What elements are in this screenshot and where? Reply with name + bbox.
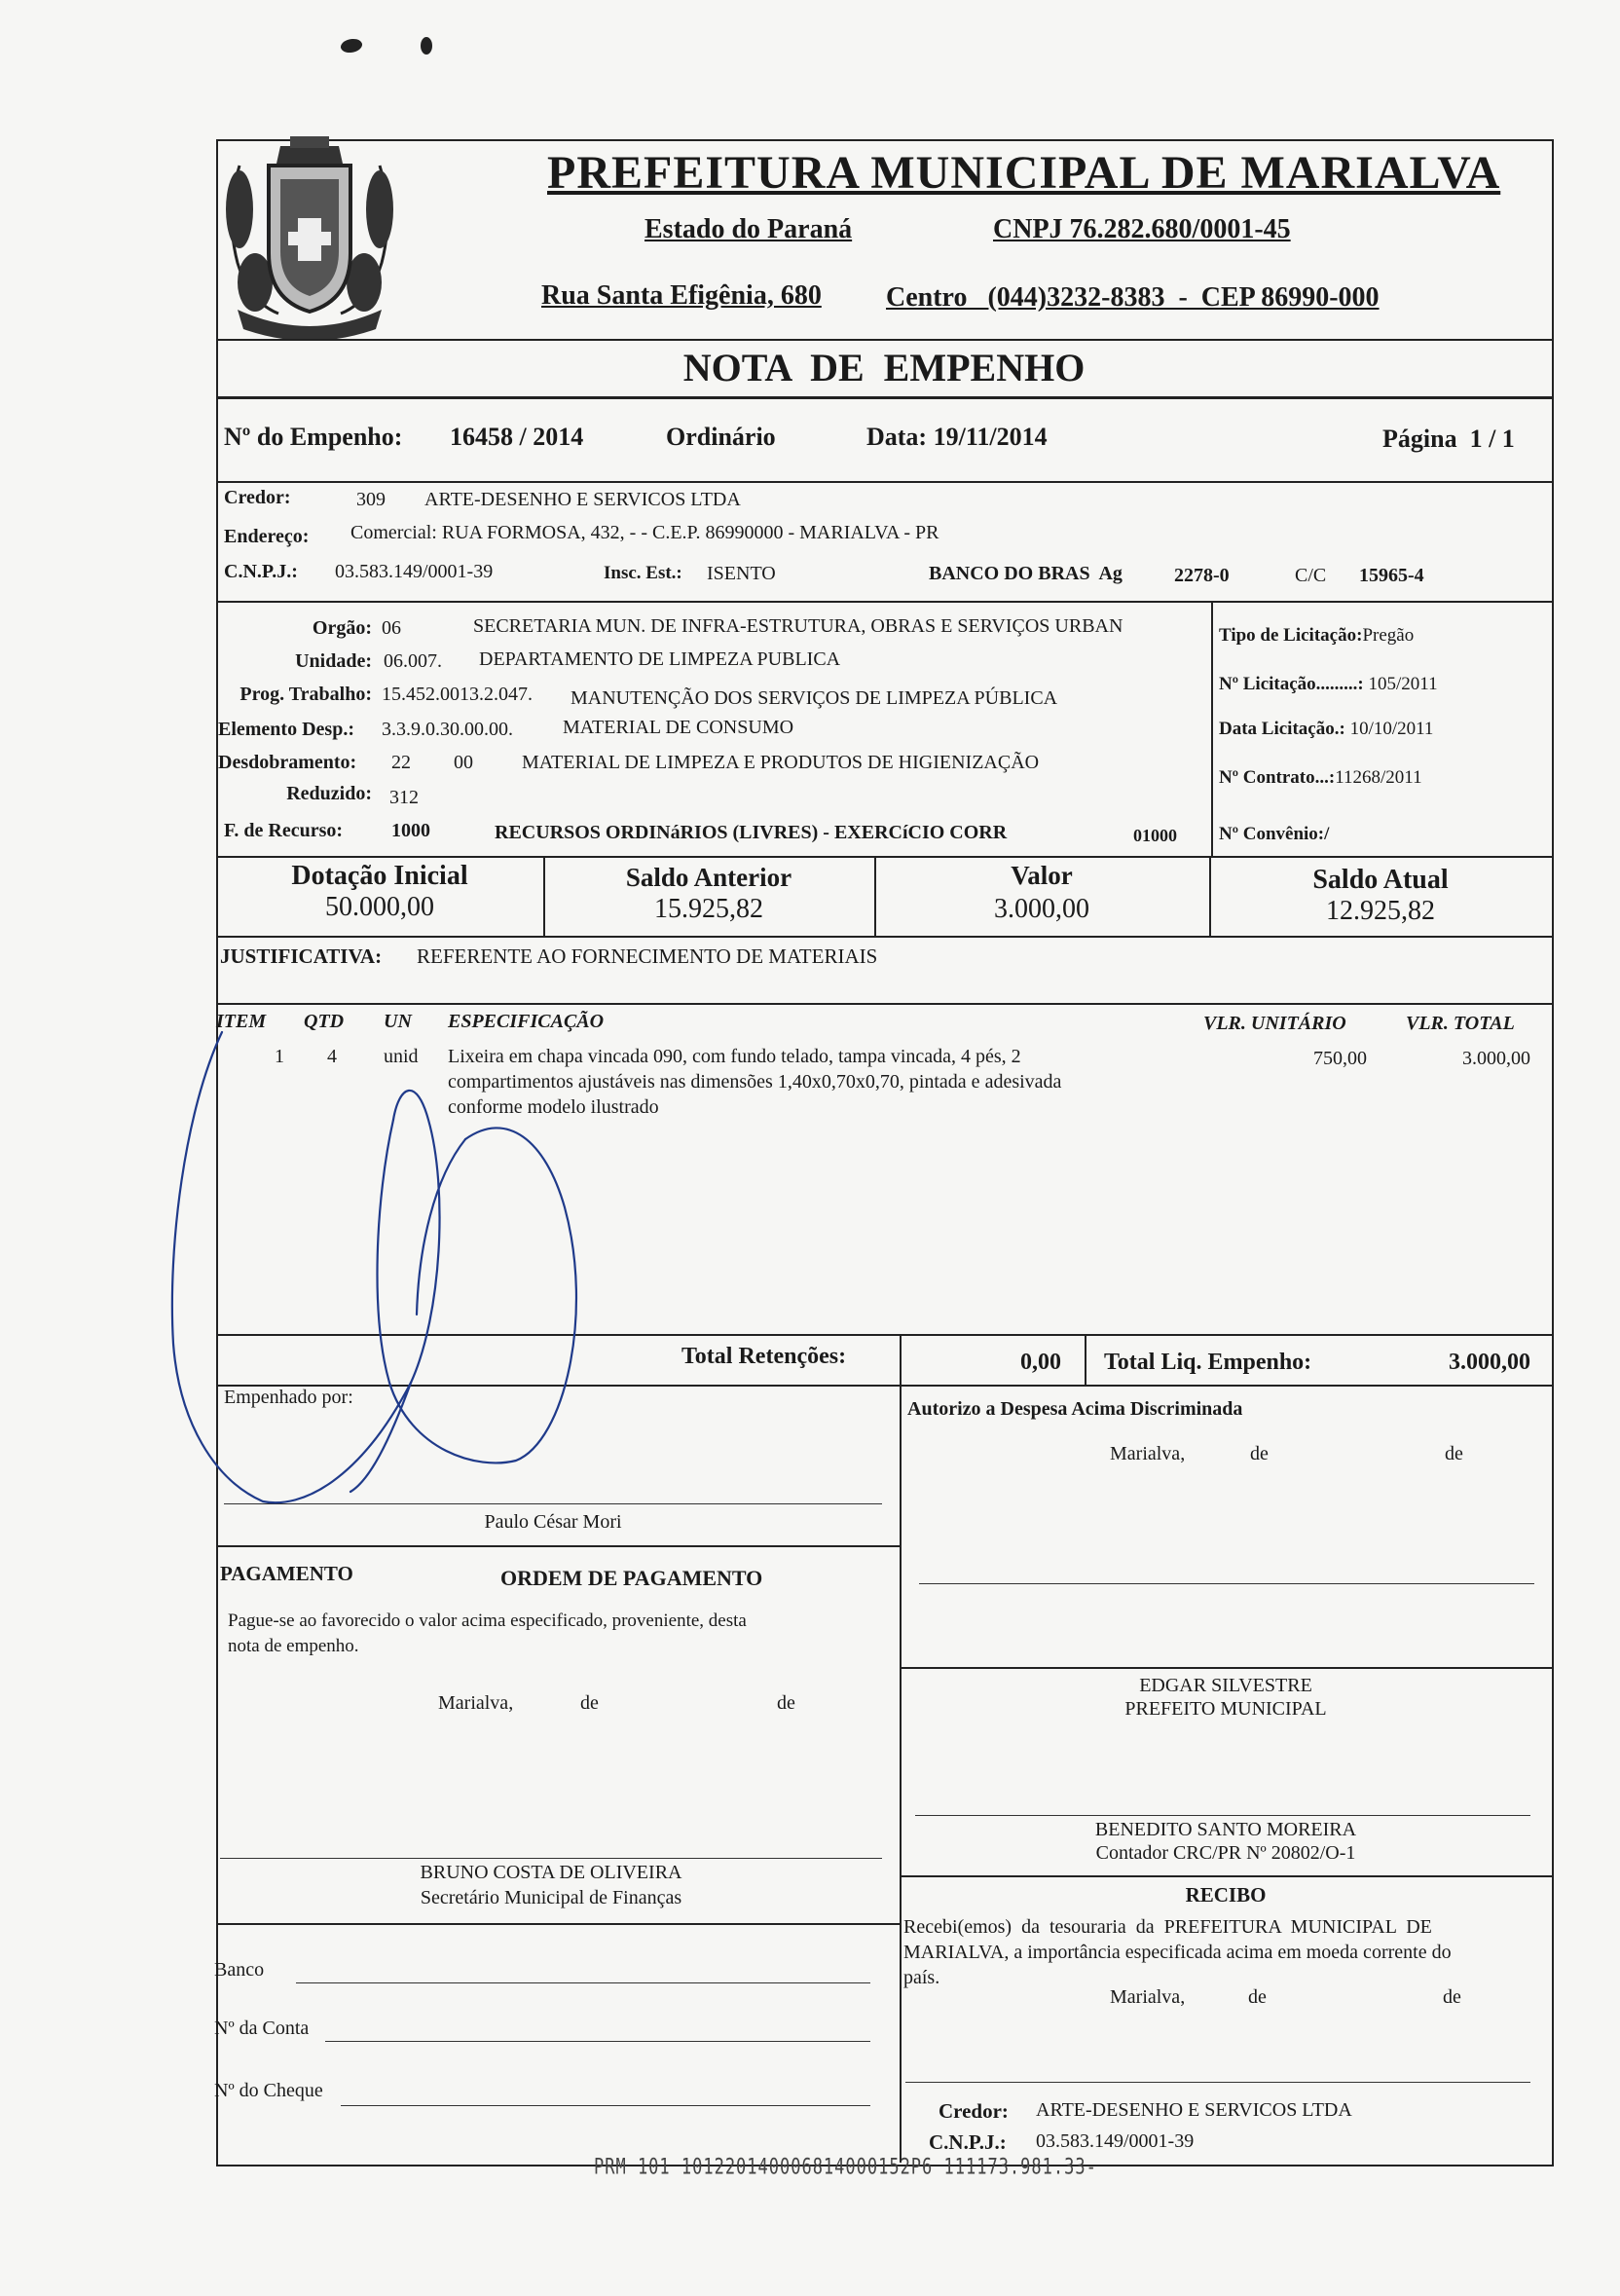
prog-name: MANUTENÇÃO DOS SERVIÇOS DE LIMPEZA PÚBLICA [571,687,1058,709]
recibo-credor-label: Credor: [939,2099,1009,2123]
cnpj-label: CNPJ 76.282.680/0001-45 [993,214,1291,244]
prefeito-name: EDGAR SILVESTRE [1139,1675,1312,1696]
num-licitacao-label: Nº Licitação.........: 105/2011 [1219,674,1438,694]
valor-value: 3.000,00 [994,894,1089,924]
desdobramento-name: MATERIAL DE LIMPEZA E PRODUTOS DE HIGIENIZAÇÃO [522,752,1040,773]
dotacao-inicial-label: Dotação Inicial [291,861,468,891]
empenhado-por-name: Paulo César Mori [484,1511,622,1533]
item-spec-line: conforme modelo ilustrado [448,1096,659,1118]
desdobramento-code: 22 [391,752,411,773]
contrato-label: Nº Contrato...:11268/2011 [1219,767,1422,788]
credor-name: ARTE-DESENHO E SERVICOS LTDA [424,489,741,510]
item-vlr-total: 3.000,00 [1462,1048,1530,1069]
saldo-anterior-label: Saldo Anterior [625,863,792,892]
pagamento-text: Pague-se ao favorecido o valor acima especificado, proveniente, desta [228,1611,747,1631]
tipo-licitacao-value: Pregão [1362,625,1415,646]
recibo-text: Recebi(emos) da tesouraria da PREFEITURA MUNICIPAL DE [903,1916,1432,1938]
justificativa-text: REFERENTE AO FORNECIMENTO DE MATERIAIS [417,944,878,968]
col-header-un: UN [384,1011,412,1032]
empenho-number: 16458 / 2014 [450,423,584,451]
insc-label: Insc. Est.: [604,563,682,583]
prefeito-role: PREFEITO MUNICIPAL [1124,1698,1327,1720]
address-field-label: Endereço: [224,526,310,547]
pagamento-city: Marialva, [438,1692,514,1714]
insc-value: ISENTO [707,563,776,584]
empenho-date: Data: 19/11/2014 [866,423,1048,451]
item-number: 1 [275,1046,284,1067]
orgao-code: 06 [382,617,401,639]
recurso-label: F. de Recurso: [224,820,344,841]
elemento-name: MATERIAL DE CONSUMO [563,717,794,738]
bank-name: BANCO DO BRAS Ag [929,563,1123,584]
credor-address: Comercial: RUA FORMOSA, 432, - - C.E.P. 86990000 - MARIALVA - PR [350,522,939,543]
num-licitacao-value: 105/2011 [1368,674,1438,694]
orgao-label: Orgão: [312,617,372,639]
contador-role: Contador CRC/PR Nº 20802/O-1 [1095,1842,1356,1864]
handwritten-signature-icon [156,993,662,1519]
signature-line [919,1583,1534,1584]
recibo-city: Marialva, [1110,1986,1186,2008]
reduzido-label: Reduzido: [286,783,372,804]
recibo-text: país. [903,1967,940,1988]
orgao-name: SECRETARIA MUN. DE INFRA-ESTRUTURA, OBRAS E SERVIÇOS URBAN [473,615,1123,637]
cheque-line [341,2105,870,2106]
tipo-licitacao-label: Tipo de Licitação:Pregão [1219,625,1415,646]
autorizo-city: Marialva, [1110,1443,1186,1464]
cheque-label: Nº do Cheque [214,2080,323,2101]
col-header-qtd: QTD [304,1011,345,1032]
desdobramento-sub: 00 [454,752,473,773]
autorizo-date-de: de [1250,1443,1269,1464]
conta-line [325,2041,870,2042]
col-header-vlr-total: VLR. TOTAL [1406,1013,1515,1034]
unidade-name: DEPARTAMENTO DE LIMPEZA PUBLICA [479,648,841,670]
empenhado-por-label: Empenhado por: [224,1387,353,1408]
address-label: Rua Santa Efigênia, 680 [541,280,822,311]
recurso-name: RECURSOS ORDINáRIOS (LIVRES) - EXERCíCIO CORR [495,822,1008,843]
pagamento-date-de: de [777,1692,795,1714]
total-liquido-label: Total Liq. Empenho: [1104,1350,1312,1375]
coat-of-arms-icon [220,136,399,339]
unidade-code: 06.007. [384,650,442,672]
recibo-date-de: de [1443,1986,1461,2008]
saldo-anterior-value: 15.925,82 [654,894,763,924]
scan-mark [421,37,432,55]
recibo-date-de: de [1248,1986,1267,2008]
pagamento-text: nota de empenho. [228,1636,359,1656]
elemento-code: 3.3.9.0.30.00.00. [382,719,513,740]
credor-code: 309 [356,489,386,510]
recibo-cnpj-label: C.N.P.J.: [929,2130,1007,2154]
recibo-title: RECIBO [1185,1883,1267,1907]
item-qtd: 4 [327,1046,337,1067]
scan-mark [339,36,363,56]
document-title: NOTA DE EMPENHO [682,346,1086,389]
col-header-item: ITEM [216,1011,267,1032]
empenho-label: Nº do Empenho: [224,423,403,451]
recibo-credor-name: ARTE-DESENHO E SERVICOS LTDA [1036,2099,1352,2121]
valor-label: Valor [1011,861,1073,890]
item-spec-line: compartimentos ajustáveis nas dimensões 1,40x0,70x0,70, pintada e adesivada [448,1071,1062,1092]
credor-cnpj: 03.583.149/0001-39 [335,561,494,582]
recibo-cnpj-value: 03.583.149/0001-39 [1036,2130,1195,2152]
contrato-value: 11268/2011 [1335,767,1422,788]
col-header-vlr-unitario: VLR. UNITÁRIO [1203,1013,1346,1034]
phone-cep-label: Centro (044)3232-8383 - CEP 86990-000 [886,282,1380,313]
page-number: Página 1 / 1 [1382,425,1515,453]
total-retencoes-value: 0,00 [1020,1350,1061,1375]
col-header-especificacao: ESPECIFICAÇÃO [448,1011,605,1032]
saldo-atual-label: Saldo Atual [1312,865,1449,895]
item-vlr-unitario: 750,00 [1313,1048,1367,1069]
elemento-label: Elemento Desp.: [218,719,354,740]
recurso-code: 1000 [391,820,430,841]
secretario-name: BRUNO COSTA DE OLIVEIRA [420,1862,682,1883]
dotacao-inicial-value: 50.000,00 [325,892,434,922]
autorizo-date-de: de [1445,1443,1463,1464]
pagamento-label: PAGAMENTO [220,1562,353,1585]
total-liquido-value: 3.000,00 [1449,1350,1530,1375]
credor-label: Credor: [224,487,291,508]
item-un: unid [384,1046,419,1067]
signature-line [915,1815,1530,1816]
recibo-text: MARIALVA, a importância especificada acima em moeda corrente do [903,1942,1452,1963]
cc-value: 15965-4 [1359,565,1424,586]
banco-label: Banco [214,1959,265,1981]
unidade-label: Unidade: [295,650,372,672]
footer-code: PRM 101 101220140006814000152P6 111173.981.33- [594,2155,1097,2180]
empenho-type: Ordinário [666,423,776,451]
autorizo-label: Autorizo a Despesa Acima Discriminada [907,1398,1243,1420]
recurso-num: 01000 [1133,826,1177,845]
municipality-title: PREFEITURA MUNICIPAL DE MARIALVA [547,147,1501,199]
contador-name: BENEDITO SANTO MOREIRA [1094,1819,1357,1840]
state-label: Estado do Paraná [644,214,853,244]
conta-label: Nº da Conta [214,2018,310,2039]
total-retencoes-label: Total Retenções: [681,1344,847,1369]
banco-line [296,1982,870,1983]
reduzido-code: 312 [389,787,419,808]
signature-line [905,2082,1530,2083]
data-licitacao-value: 10/10/2011 [1349,719,1434,739]
signature-line [220,1858,882,1859]
cnpj-field-label: C.N.P.J.: [224,561,298,582]
item-spec-line: Lixeira em chapa vincada 090, com fundo telado, tampa vincada, 4 pés, 2 [448,1046,1021,1067]
data-licitacao-label: Data Licitação.: 10/10/2011 [1219,719,1434,739]
secretario-role: Secretário Municipal de Finanças [420,1887,682,1908]
desdobramento-label: Desdobramento: [218,752,357,773]
pagamento-date-de: de [580,1692,599,1714]
justificativa-label: JUSTIFICATIVA: [220,944,383,968]
saldo-atual-value: 12.925,82 [1326,896,1435,926]
convenio-label: Nº Convênio:/ [1219,824,1330,844]
ordem-pagamento-title: ORDEM DE PAGAMENTO [500,1566,763,1590]
prog-code: 15.452.0013.2.047. [382,684,533,705]
cc-label: C/C [1295,565,1327,586]
prog-label: Prog. Trabalho: [239,684,372,705]
bank-agency: 2278-0 [1174,565,1230,586]
